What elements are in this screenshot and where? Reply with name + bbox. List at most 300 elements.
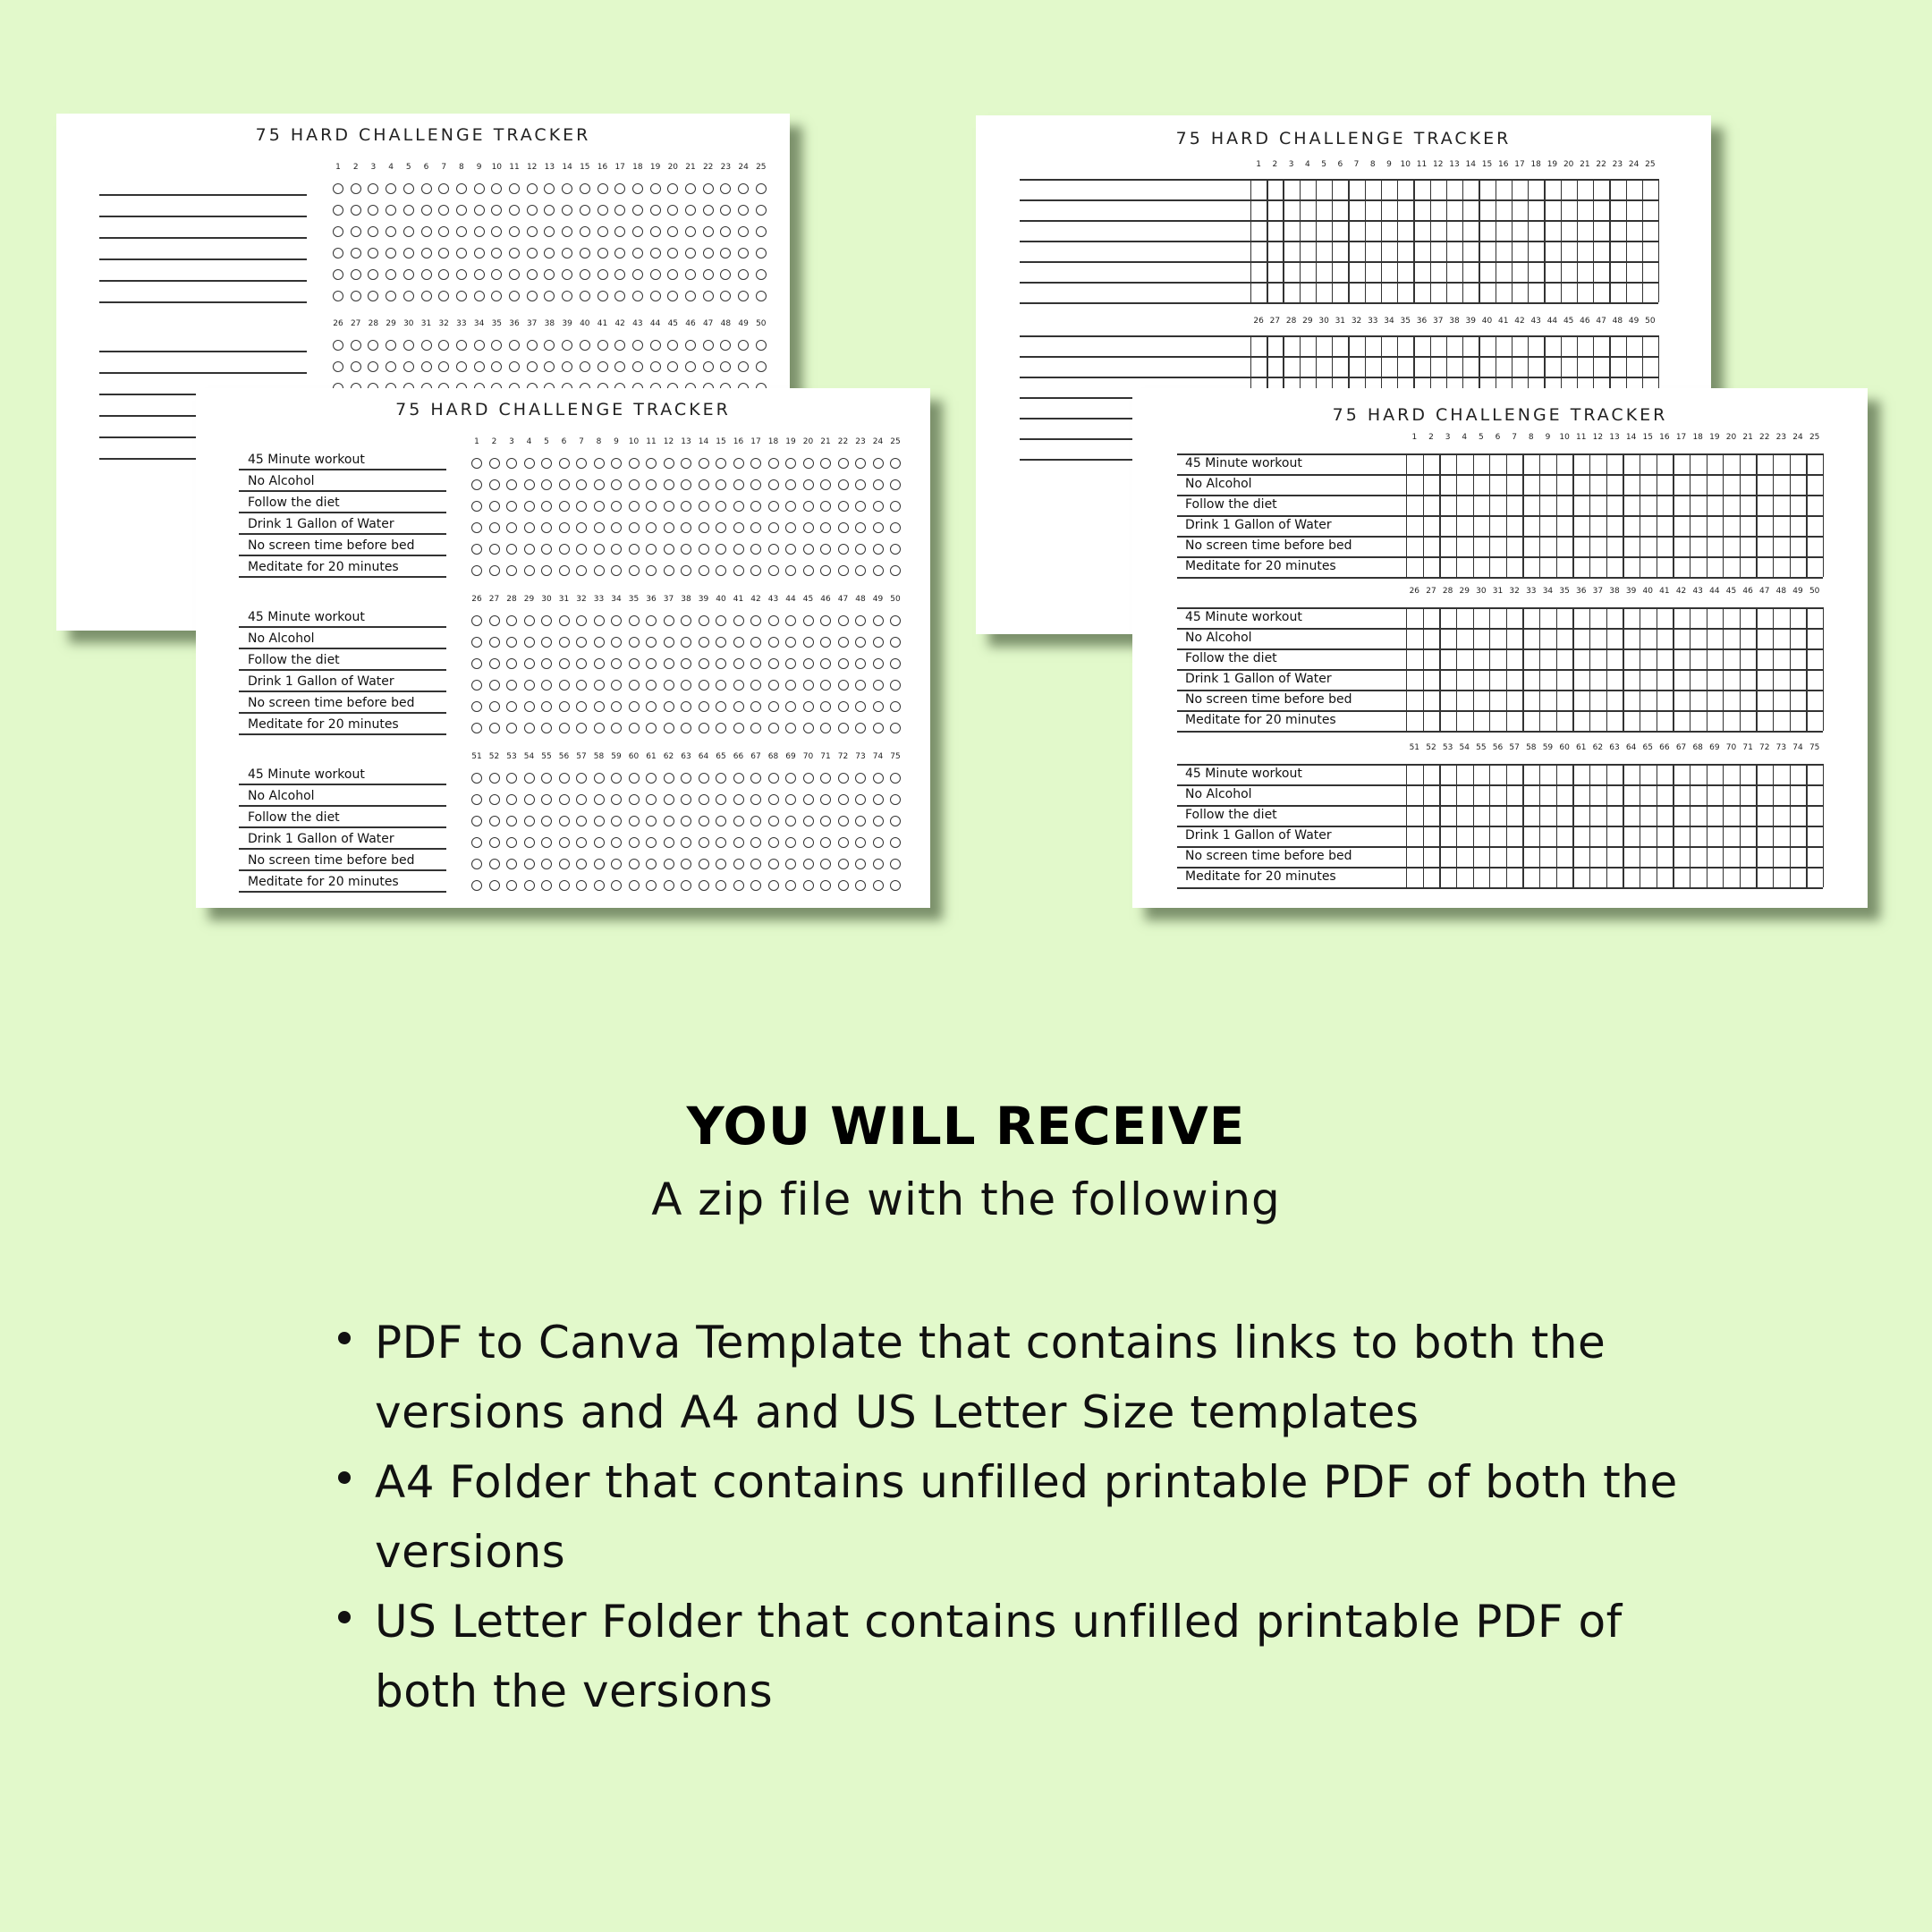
- check-circle: [506, 479, 517, 490]
- day-number: 39: [698, 595, 709, 604]
- check-circle: [541, 522, 552, 533]
- check-circle: [750, 680, 761, 691]
- check-circle: [562, 183, 572, 194]
- check-circle: [576, 680, 587, 691]
- check-circle: [664, 615, 674, 626]
- check-circle: [524, 723, 535, 733]
- task-label: No Alcohol: [1185, 631, 1252, 645]
- day-number: 37: [663, 595, 674, 604]
- check-circle: [703, 340, 714, 351]
- check-circle: [838, 773, 849, 784]
- day-number: 11: [509, 163, 520, 172]
- check-circle: [785, 522, 796, 533]
- check-circle: [733, 773, 744, 784]
- day-number: 44: [649, 319, 661, 328]
- day-number: 11: [646, 437, 657, 446]
- check-circle: [524, 658, 535, 669]
- day-number: 45: [1563, 317, 1574, 326]
- check-circle: [471, 680, 482, 691]
- check-circle: [524, 837, 535, 848]
- check-circle: [506, 565, 517, 576]
- check-circle: [756, 248, 767, 258]
- check-circle: [594, 615, 605, 626]
- check-circle: [699, 458, 709, 469]
- label-underline: [99, 301, 307, 303]
- day-number: 31: [558, 595, 570, 604]
- check-circle: [576, 544, 587, 555]
- day-number: 34: [473, 319, 485, 328]
- check-circle: [333, 248, 343, 258]
- check-circle: [820, 701, 831, 712]
- day-number: 50: [890, 595, 901, 604]
- check-circle: [750, 479, 761, 490]
- day-number: 18: [1692, 433, 1703, 442]
- day-number: 18: [1530, 160, 1541, 169]
- check-circle: [629, 637, 640, 648]
- check-circle: [716, 565, 726, 576]
- check-circle: [756, 361, 767, 372]
- check-circle: [594, 658, 605, 669]
- task-label: No Alcohol: [248, 789, 315, 803]
- day-number: 23: [1775, 433, 1787, 442]
- check-circle: [820, 637, 831, 648]
- check-circle: [559, 723, 570, 733]
- day-number: 25: [756, 163, 767, 172]
- check-circle: [768, 458, 779, 469]
- check-circle: [720, 291, 731, 301]
- check-circle: [720, 248, 731, 258]
- check-circle: [873, 880, 884, 891]
- check-circle: [750, 458, 761, 469]
- check-circle: [629, 794, 640, 805]
- day-number: 48: [855, 595, 866, 604]
- check-circle: [685, 269, 696, 280]
- check-circle: [456, 205, 467, 216]
- check-circle: [576, 637, 587, 648]
- check-circle: [733, 637, 744, 648]
- check-circle: [803, 637, 814, 648]
- check-circle: [506, 544, 517, 555]
- check-circle: [646, 837, 657, 848]
- day-number: 12: [1592, 433, 1604, 442]
- check-circle: [890, 773, 901, 784]
- check-circle: [524, 615, 535, 626]
- check-circle: [716, 794, 726, 805]
- check-circle: [541, 544, 552, 555]
- check-circle: [785, 859, 796, 869]
- day-number: 8: [596, 437, 602, 446]
- day-number: 34: [1542, 587, 1554, 596]
- grid-column-line: [1823, 453, 1824, 577]
- check-circle: [562, 269, 572, 280]
- check-circle: [855, 479, 866, 490]
- grid-row-line: [1177, 453, 1823, 455]
- check-circle: [562, 205, 572, 216]
- check-circle: [664, 880, 674, 891]
- label-underline: [239, 512, 446, 513]
- check-circle: [681, 479, 691, 490]
- check-circle: [576, 859, 587, 869]
- check-circle: [524, 479, 535, 490]
- check-circle: [750, 658, 761, 669]
- check-circle: [838, 837, 849, 848]
- check-circle: [541, 701, 552, 712]
- day-number: 32: [1351, 317, 1362, 326]
- day-number: 69: [1709, 743, 1720, 752]
- list-item: [338, 1587, 1769, 1726]
- day-number: 66: [1659, 743, 1670, 752]
- check-circle: [489, 837, 500, 848]
- check-circle: [820, 658, 831, 669]
- check-circle: [594, 544, 605, 555]
- day-number: 17: [1514, 160, 1525, 169]
- check-circle: [403, 291, 414, 301]
- grid-row-line: [1177, 556, 1823, 558]
- day-number: 22: [1759, 433, 1770, 442]
- check-circle: [681, 723, 691, 733]
- check-circle: [562, 248, 572, 258]
- day-number: 32: [1509, 587, 1520, 596]
- day-number: 32: [438, 319, 449, 328]
- check-circle: [855, 458, 866, 469]
- day-number: 3: [509, 437, 514, 446]
- check-circle: [890, 816, 901, 826]
- check-circle: [785, 680, 796, 691]
- day-number: 16: [1497, 160, 1509, 169]
- check-circle: [820, 479, 831, 490]
- check-circle: [699, 565, 709, 576]
- check-circle: [614, 269, 625, 280]
- day-number: 5: [405, 163, 411, 172]
- task-label: No Alcohol: [1185, 477, 1252, 491]
- check-circle: [544, 248, 555, 258]
- check-circle: [890, 479, 901, 490]
- grid-row-line: [1177, 846, 1823, 848]
- check-circle: [820, 458, 831, 469]
- check-circle: [576, 816, 587, 826]
- day-number: 8: [459, 163, 464, 172]
- day-number: 41: [733, 595, 744, 604]
- check-circle: [733, 458, 744, 469]
- grid-row-line: [1177, 577, 1823, 579]
- check-circle: [580, 269, 590, 280]
- day-number: 59: [611, 752, 622, 761]
- day-number: 32: [576, 595, 587, 604]
- check-circle: [873, 658, 884, 669]
- day-number: 64: [1625, 743, 1637, 752]
- day-number: 55: [1476, 743, 1487, 752]
- check-circle: [838, 859, 849, 869]
- check-circle: [491, 183, 502, 194]
- label-underline: [239, 784, 446, 785]
- check-circle: [768, 701, 779, 712]
- check-circle: [471, 501, 482, 512]
- check-circle: [541, 637, 552, 648]
- day-number: 60: [1559, 743, 1570, 752]
- check-circle: [803, 837, 814, 848]
- day-number: 38: [544, 319, 555, 328]
- check-circle: [699, 615, 709, 626]
- check-circle: [646, 479, 657, 490]
- check-circle: [368, 183, 378, 194]
- label-underline: [239, 691, 446, 692]
- check-circle: [716, 816, 726, 826]
- day-number: 34: [611, 595, 622, 604]
- check-circle: [768, 859, 779, 869]
- day-number: 63: [1609, 743, 1620, 752]
- day-number: 5: [544, 437, 549, 446]
- check-circle: [491, 340, 502, 351]
- check-circle: [681, 501, 691, 512]
- check-circle: [629, 859, 640, 869]
- check-circle: [559, 794, 570, 805]
- task-label: Drink 1 Gallon of Water: [248, 832, 394, 846]
- check-circle: [351, 269, 361, 280]
- check-circle: [785, 637, 796, 648]
- check-circle: [491, 248, 502, 258]
- day-number: 26: [471, 595, 482, 604]
- check-circle: [716, 479, 726, 490]
- day-number: 54: [523, 752, 535, 761]
- check-circle: [368, 340, 378, 351]
- check-circle: [699, 773, 709, 784]
- check-circle: [632, 205, 643, 216]
- day-number: 24: [738, 163, 749, 172]
- check-circle: [838, 458, 849, 469]
- day-number: 3: [1288, 160, 1294, 169]
- day-number: 21: [1580, 160, 1590, 169]
- check-circle: [646, 816, 657, 826]
- check-circle: [524, 522, 535, 533]
- day-number: 11: [1575, 433, 1587, 442]
- day-number: 27: [488, 595, 500, 604]
- check-circle: [681, 837, 691, 848]
- day-number: 40: [1642, 587, 1653, 596]
- check-circle: [559, 816, 570, 826]
- list-item-text: US Letter Folder that contains unfilled printable PDF of both the versions: [375, 1596, 1623, 1717]
- check-circle: [768, 637, 779, 648]
- check-circle: [524, 773, 535, 784]
- check-circle: [474, 248, 485, 258]
- check-circle: [873, 859, 884, 869]
- day-number: 20: [1563, 160, 1574, 169]
- check-circle: [438, 340, 449, 351]
- check-circle: [803, 458, 814, 469]
- check-circle: [785, 479, 796, 490]
- check-circle: [703, 183, 714, 194]
- task-label: No Alcohol: [248, 631, 315, 646]
- check-circle: [750, 637, 761, 648]
- check-circle: [471, 479, 482, 490]
- grid-row-line: [1177, 731, 1823, 733]
- check-circle: [489, 658, 500, 669]
- check-circle: [803, 723, 814, 733]
- check-circle: [768, 501, 779, 512]
- day-number: 1: [335, 163, 341, 172]
- day-number: 35: [628, 595, 640, 604]
- check-circle: [664, 723, 674, 733]
- check-circle: [629, 615, 640, 626]
- check-circle: [562, 226, 572, 237]
- check-circle: [527, 340, 538, 351]
- check-circle: [333, 291, 343, 301]
- check-circle: [873, 637, 884, 648]
- day-number: 2: [1272, 160, 1278, 169]
- check-circle: [594, 479, 605, 490]
- day-number: 29: [386, 319, 396, 328]
- day-number: 41: [597, 319, 608, 328]
- check-circle: [509, 183, 520, 194]
- check-circle: [820, 794, 831, 805]
- check-circle: [890, 615, 901, 626]
- day-number: 28: [368, 319, 379, 328]
- day-number: 62: [1592, 743, 1604, 752]
- check-circle: [629, 701, 640, 712]
- day-number: 49: [1792, 587, 1803, 596]
- task-label: No screen time before bed: [1185, 538, 1352, 553]
- check-circle: [471, 880, 482, 891]
- check-circle: [506, 773, 517, 784]
- check-circle: [768, 773, 779, 784]
- check-circle: [527, 361, 538, 372]
- check-circle: [456, 269, 467, 280]
- check-circle: [629, 544, 640, 555]
- check-circle: [681, 816, 691, 826]
- check-circle: [838, 680, 849, 691]
- task-label: Meditate for 20 minutes: [1185, 559, 1336, 573]
- day-number: 30: [541, 595, 552, 604]
- check-circle: [594, 723, 605, 733]
- check-circle: [527, 183, 538, 194]
- day-number: 15: [1642, 433, 1653, 442]
- check-circle: [646, 637, 657, 648]
- check-circle: [524, 859, 535, 869]
- task-label: No screen time before bed: [1185, 849, 1352, 863]
- check-circle: [351, 205, 361, 216]
- check-circle: [699, 880, 709, 891]
- check-circle: [541, 501, 552, 512]
- day-number: 19: [1709, 433, 1720, 442]
- check-circle: [667, 291, 678, 301]
- check-circle: [738, 291, 749, 301]
- check-circle: [685, 226, 696, 237]
- section-subheadline: A zip file with the following: [651, 1174, 1281, 1225]
- check-circle: [768, 794, 779, 805]
- day-number: 29: [1459, 587, 1470, 596]
- day-number: 11: [1416, 160, 1428, 169]
- check-circle: [768, 816, 779, 826]
- check-circle: [664, 859, 674, 869]
- check-circle: [838, 816, 849, 826]
- check-circle: [803, 522, 814, 533]
- check-circle: [421, 205, 432, 216]
- task-label: Follow the diet: [1185, 808, 1277, 822]
- check-circle: [750, 723, 761, 733]
- check-circle: [681, 637, 691, 648]
- check-circle: [386, 291, 396, 301]
- check-circle: [685, 205, 696, 216]
- task-label: Drink 1 Gallon of Water: [1185, 518, 1332, 532]
- check-circle: [733, 522, 744, 533]
- check-circle: [855, 723, 866, 733]
- day-number: 41: [1497, 317, 1509, 326]
- day-number: 56: [558, 752, 570, 761]
- check-circle: [576, 501, 587, 512]
- grid-row-line: [1020, 220, 1658, 222]
- task-label: Meditate for 20 minutes: [248, 875, 399, 889]
- day-number: 65: [1642, 743, 1653, 752]
- check-circle: [527, 205, 538, 216]
- check-circle: [576, 701, 587, 712]
- label-underline: [239, 669, 446, 671]
- day-number: 44: [785, 595, 796, 604]
- check-circle: [489, 816, 500, 826]
- task-label: No Alcohol: [1185, 787, 1252, 801]
- check-circle: [890, 794, 901, 805]
- check-circle: [681, 880, 691, 891]
- check-circle: [855, 565, 866, 576]
- check-circle: [509, 269, 520, 280]
- check-circle: [456, 291, 467, 301]
- section-headline: YOU WILL RECEIVE: [686, 1096, 1246, 1157]
- check-circle: [541, 773, 552, 784]
- day-number: 19: [649, 163, 661, 172]
- check-circle: [421, 340, 432, 351]
- check-circle: [351, 340, 361, 351]
- task-label: No screen time before bed: [248, 853, 415, 868]
- bullet-icon: [338, 1332, 351, 1344]
- day-number: 4: [1462, 433, 1468, 442]
- check-circle: [733, 701, 744, 712]
- check-circle: [716, 680, 726, 691]
- day-number: 30: [1318, 317, 1329, 326]
- check-circle: [873, 794, 884, 805]
- check-circle: [456, 226, 467, 237]
- day-number: 49: [738, 319, 749, 328]
- day-number: 38: [1449, 317, 1460, 326]
- check-circle: [890, 837, 901, 848]
- day-number: 57: [576, 752, 587, 761]
- check-circle: [803, 773, 814, 784]
- check-circle: [650, 291, 661, 301]
- check-circle: [699, 637, 709, 648]
- check-circle: [803, 615, 814, 626]
- day-number: 14: [1625, 433, 1637, 442]
- day-number: 28: [506, 595, 517, 604]
- check-circle: [629, 837, 640, 848]
- check-circle: [559, 637, 570, 648]
- day-number: 19: [1546, 160, 1558, 169]
- check-circle: [524, 794, 535, 805]
- check-circle: [474, 226, 485, 237]
- day-number: 31: [1335, 317, 1346, 326]
- check-circle: [580, 183, 590, 194]
- task-label: Drink 1 Gallon of Water: [248, 674, 394, 689]
- check-circle: [594, 680, 605, 691]
- check-circle: [699, 723, 709, 733]
- check-circle: [474, 205, 485, 216]
- day-number: 14: [1465, 160, 1476, 169]
- check-circle: [632, 248, 643, 258]
- check-circle: [629, 522, 640, 533]
- check-circle: [524, 637, 535, 648]
- check-circle: [699, 701, 709, 712]
- check-circle: [646, 773, 657, 784]
- day-number: 72: [1759, 743, 1770, 752]
- day-number: 45: [667, 319, 679, 328]
- check-circle: [820, 615, 831, 626]
- day-number: 50: [756, 319, 767, 328]
